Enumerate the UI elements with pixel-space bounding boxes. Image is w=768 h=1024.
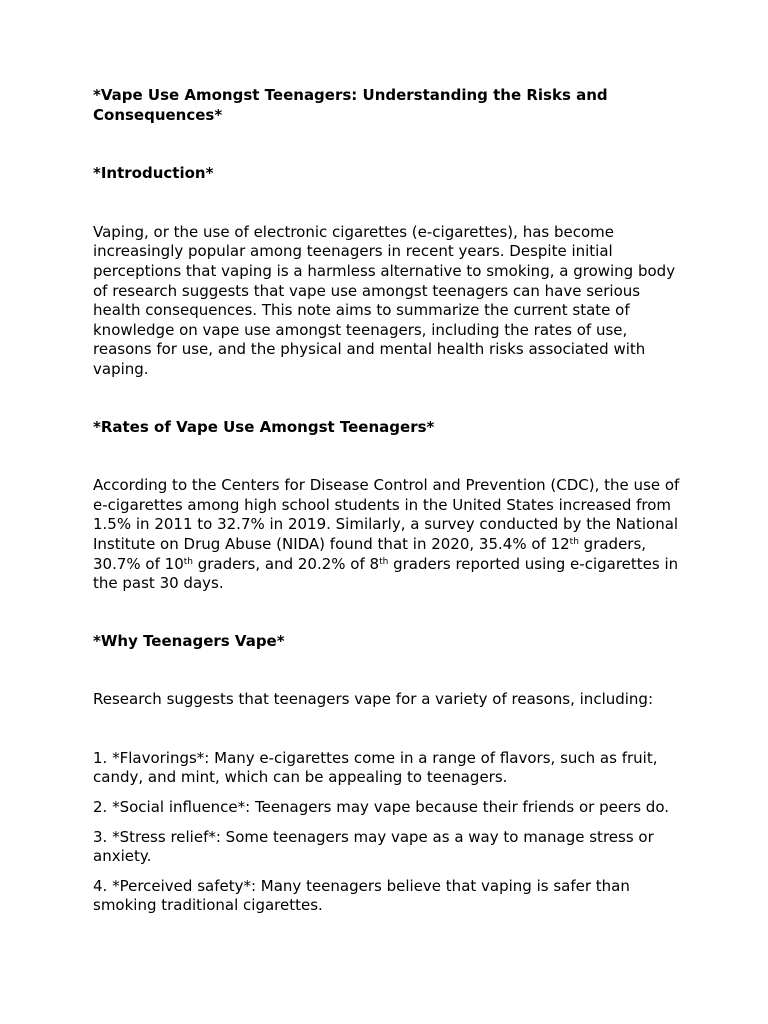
section-heading-introduction: *Introduction* [93,164,214,183]
document-page [93,86,683,926]
list-item: 3. *Stress relief*: Some teenagers may vape as a way to manage stress or anxiety. [93,827,654,866]
list-item: 1. *Flavorings*: Many e-cigarettes come in a range of flavors, such as fruit, candy, and mint, which can be appealing to teenagers. [93,748,658,787]
list-item: 4. *Perceived safety*: Many teenagers believe that vaping is safer than smoking traditional cigarettes. [93,876,630,915]
rates-text-part-2: graders, 30.7% of 10 [93,534,647,573]
rates-text-part-1: According to the Centers for Disease Control and Prevention (CDC), the use of e-cigarettes among high school students in the United States increased from 1.5% in 2011 to 32.7% in 2019. Similarly, a survey conducted by the National Institute on Drug Abuse (NIDA) found that in 2020, 35.4% of 12 [93,476,680,553]
document-title: *Vape Use Amongst Teenagers: Understanding the Risks and Consequences* [93,86,608,124]
ordinal-superscript-10th: th [183,556,193,567]
rates-paragraph [93,476,683,594]
section-heading-why-teenagers-vape: *Why Teenagers Vape* [93,631,285,650]
reasons-list [93,749,683,916]
ordinal-superscript-12th: th [569,536,579,547]
ordinal-superscript-8th: th [379,556,389,567]
list-item: 2. *Social influence*: Teenagers may vape because their friends or peers do. [93,798,670,817]
rates-text-part-3: graders, and 20.2% of 8 [192,554,380,573]
introduction-paragraph: Vaping, or the use of electronic cigarettes (e-cigarettes), has become increasingly popular among teenagers in recent years. Despite initial perceptions that vaping is a harmless alternative to smoking, a growing body of research suggests that vape use amongst teenagers can have serious health consequences. This note aims to summarize the current state of knowledge on vape use amongst teenagers, including the rates of use, reasons for use, and the physical and mental health risks associated with vaping. [93,222,676,378]
section-heading-rates: *Rates of Vape Use Amongst Teenagers* [93,417,435,436]
why-intro-paragraph: Research suggests that teenagers vape for a variety of reasons, including: [93,690,654,709]
rates-text-part-4: graders reported using e-cigarettes in the past 30 days. [93,554,679,593]
